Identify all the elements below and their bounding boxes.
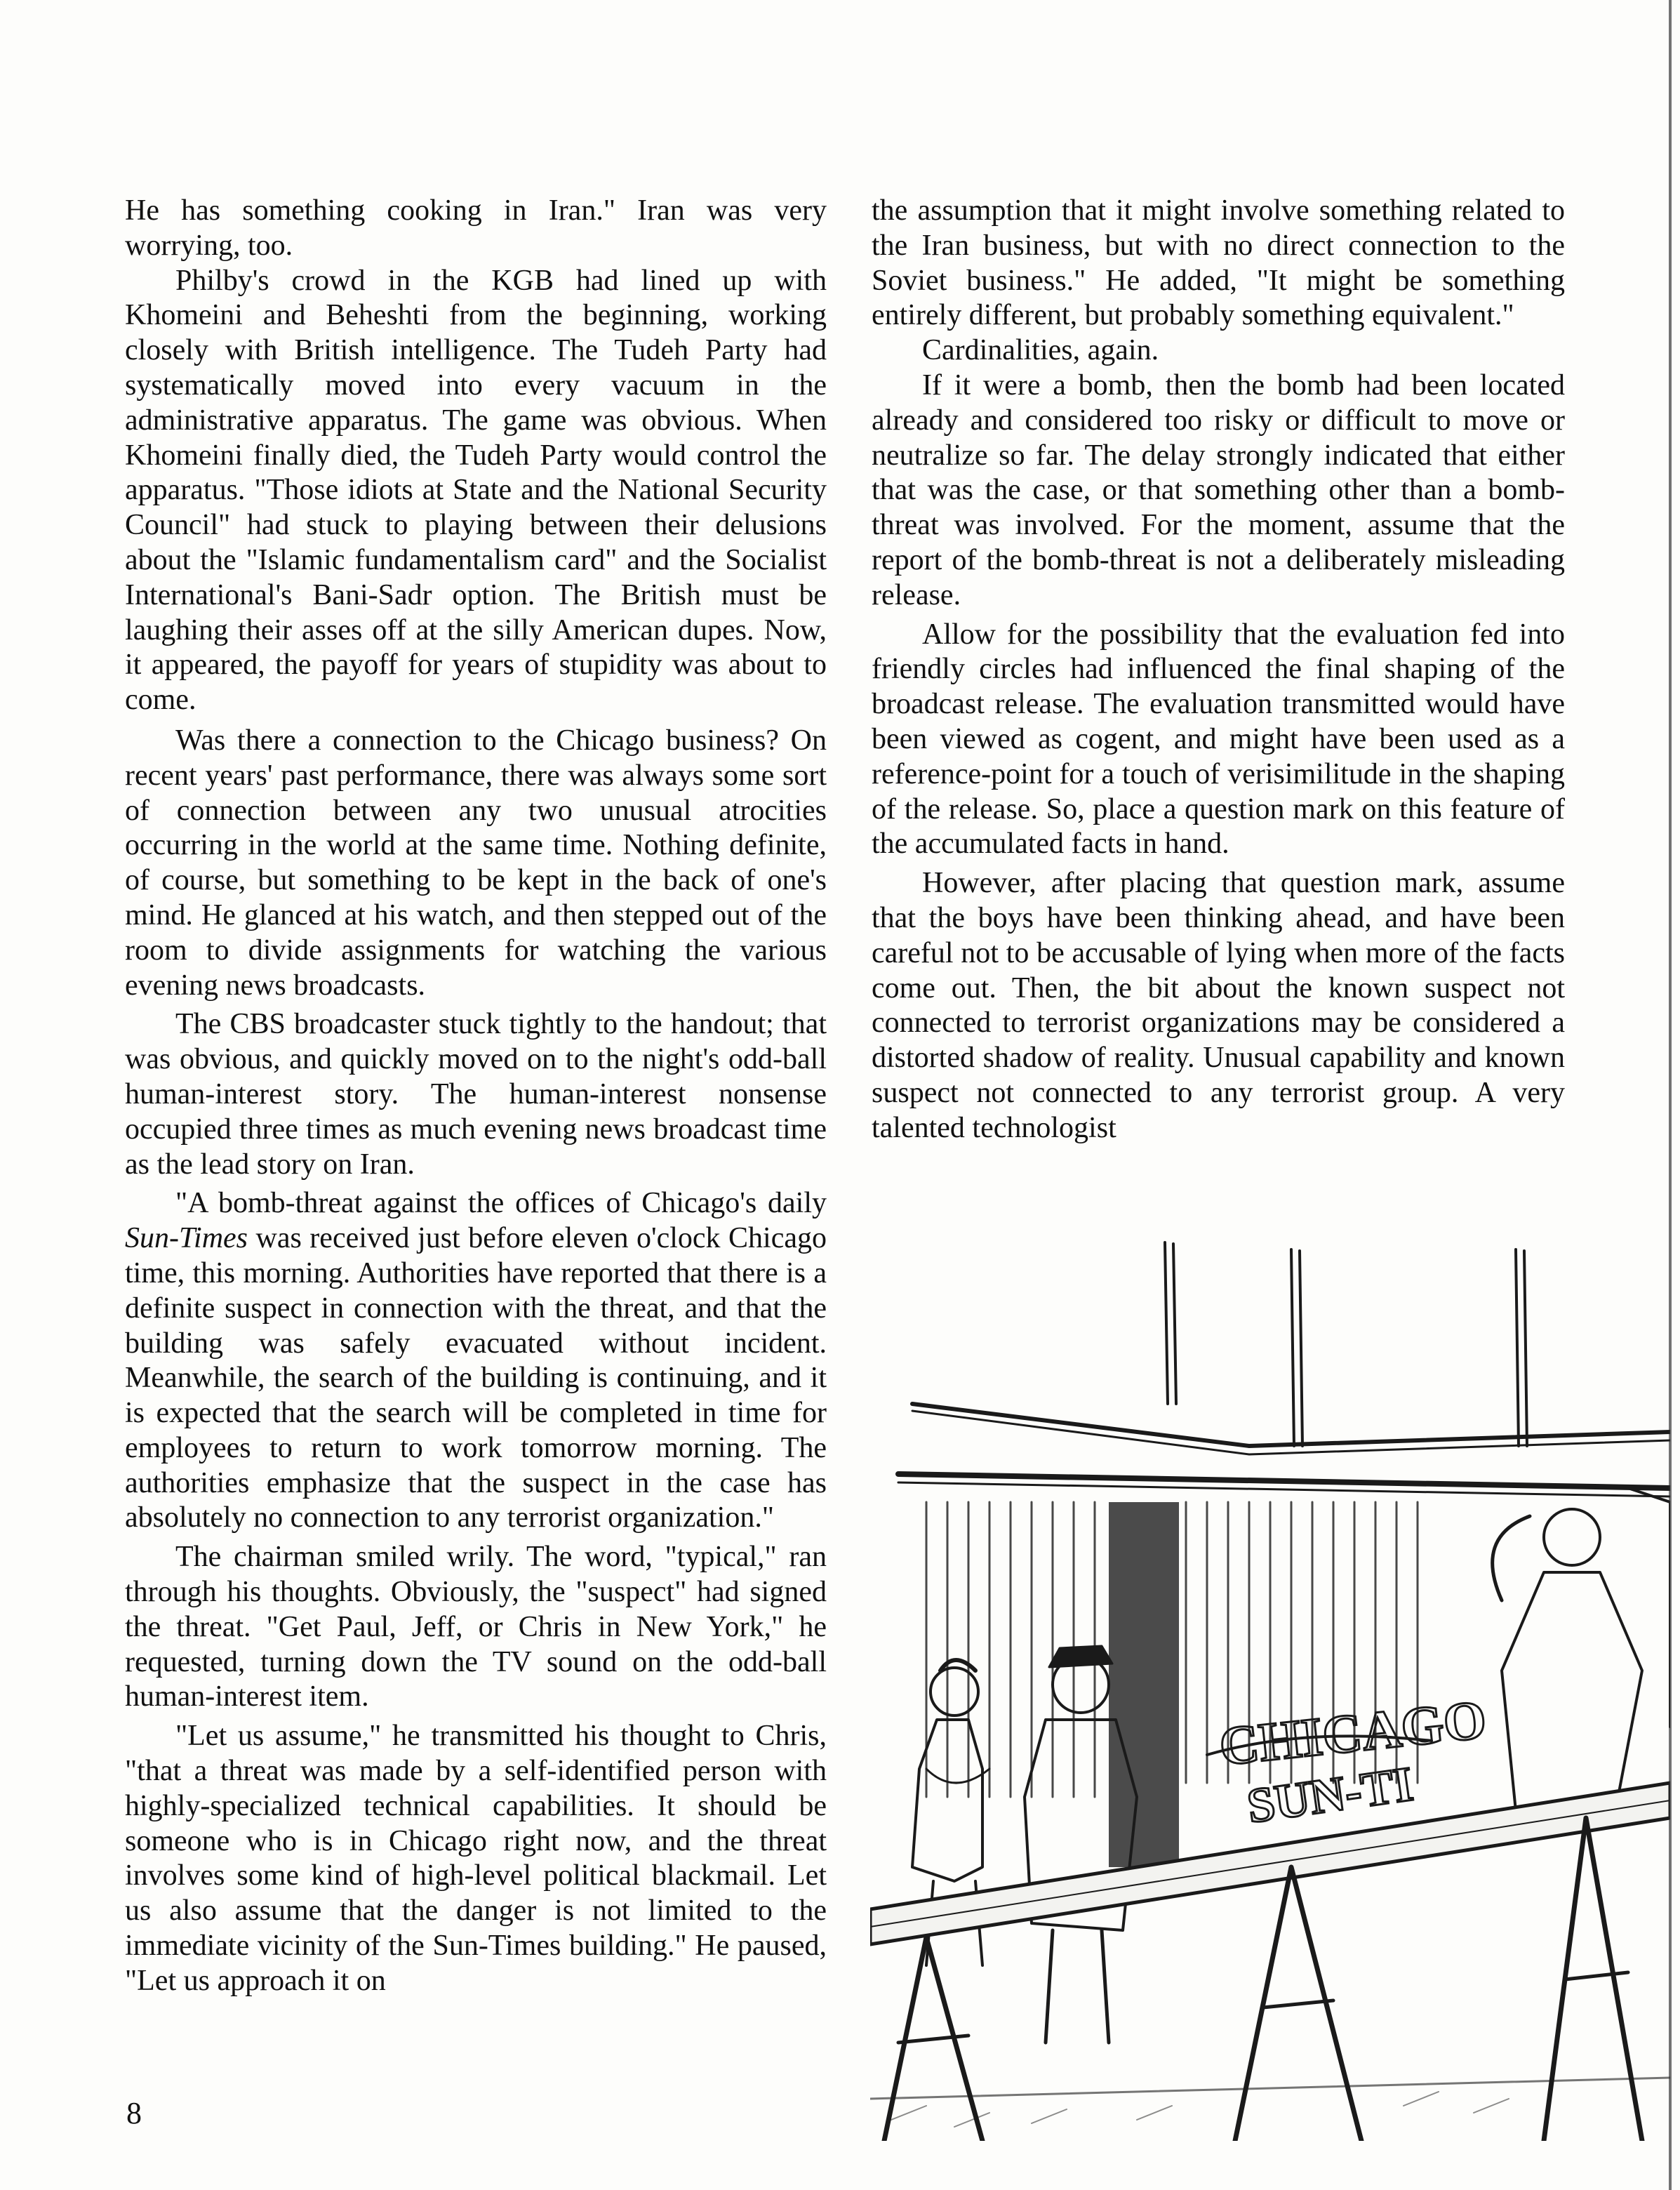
paragraph: Allow for the possibility that the evaluation fed into friendly circles had influenced the final shaping of the broadcast release. The evaluation transmitted would have been viewed as cogent, and might have been used as a reference-point for a touch of verisimilitude in the shaping of the release. So, place a question mark on this feature of the accumulated facts in hand. [872, 618, 1565, 861]
paragraph: Philby's crowd in the KGB had lined up with Khomeini and Beheshti from the beginning, working closely with British intelligence. The Tudeh Party had systematically moved into every vacuum in the administrative apparatus. The game was obvious. When Khomeini finally died, the Tudeh Party would control the apparatus. "Those idiots at State and the National Security Council" had stuck to playing between their delusions about the "Islamic fundamentalism card" and the Socialist International's Bani-Sadr option. The British must be laughing their asses off at the silly American dupes. Now, it appeared, the payoff for years of stupidity was about to come. [125, 264, 827, 717]
paragraph [125, 1186, 827, 1536]
paragraph: However, after placing that question mark, assume that the boys have been thinking ahead, and have been careful not to be accusable of lying when more of the facts come out. Then, the bit about the known suspect not connected to terrorist organizations may be considered a distorted shadow of reality. Unusual capability and known suspect not connected to any terrorist group. A very talented technologist [872, 867, 1565, 1144]
paragraph: the assumption that it might involve something related to the Iran business, but with no direct connection to the Soviet business." He added, "It might be something entirely different, but probably something equivalent." [872, 194, 1565, 332]
quote-text: was received just before eleven o'clock Chicago time, this morning. Authorities have reported that there is a definite suspect in connection with the threat, and that the building was safely evacuated without incident. Meanwhile, the search of the building is continuing, and it is expected that the search will be completed in time for employees to return to work tomorrow morning. The authorities emphasize that the suspect in the case has absolutely no connection to any terrorist organization." [125, 1222, 827, 1534]
paragraph: "Let us assume," he transmitted his thought to Chris, "that a threat was made by a self-identified person with highly-specialized technical capabilities. It should be someone who is in Chicago right now, and the threat involves some kind of high-level political blackmail. Let us also assume that the danger is not limited to the immediate vicinity of the Sun-Times building." He paused, "Let us approach it on [125, 1720, 827, 1997]
paragraph: The chairman smiled wrily. The word, "typical," ran through his thoughts. Obviously, the "suspect" had signed the threat. "Get Paul, Jeff, or Chris in New York," he requested, turning down the TV sound on the odd-ball human-interest item. [125, 1541, 827, 1713]
paragraph: Cardinalities, again. [922, 334, 1159, 367]
page-number: 8 [126, 2096, 142, 2130]
sign-text: CHICAGO [1216, 1688, 1489, 1777]
paragraph: If it were a bomb, then the bomb had been located already and considered too risky or difficult to move or neutralize so far. The delay strongly indicated that either that was the case, or that something other than a bomb-threat was involved. For the moment, assume that the report of the bomb-threat is not a deliberately misleading release. [872, 369, 1565, 611]
newspaper-title: Sun-Times [125, 1222, 248, 1255]
sketch-illustration-icon [870, 1235, 1670, 2141]
left-text-column [125, 194, 827, 1999]
paragraph: The CBS broadcaster stuck tightly to the handout; that was obvious, and quickly moved on to the night's odd-ball human-interest story. The human-interest nonsense occupied three times as much evening news broadcast time as the lead story on Iran. [125, 1008, 827, 1181]
sign-text: SUN-TI [1244, 1757, 1417, 1834]
right-text-column [872, 194, 1565, 1146]
paragraph: He has something cooking in Iran." Iran was very worrying, too. [125, 194, 827, 262]
page-edge [1669, 0, 1672, 2190]
quote-text: "A bomb-threat against the offices of Chicago's daily [175, 1187, 827, 1220]
paragraph: Was there a connection to the Chicago business? On recent years' past performance, there was always some sort of connection between any two unusual atrocities occurring in the world at the same time. Nothing definite, of course, but something to be kept in the back of one's mind. He glanced at his watch, and then stepped out of the room to divide assignments for watching the various evening news broadcasts. [125, 724, 827, 1002]
